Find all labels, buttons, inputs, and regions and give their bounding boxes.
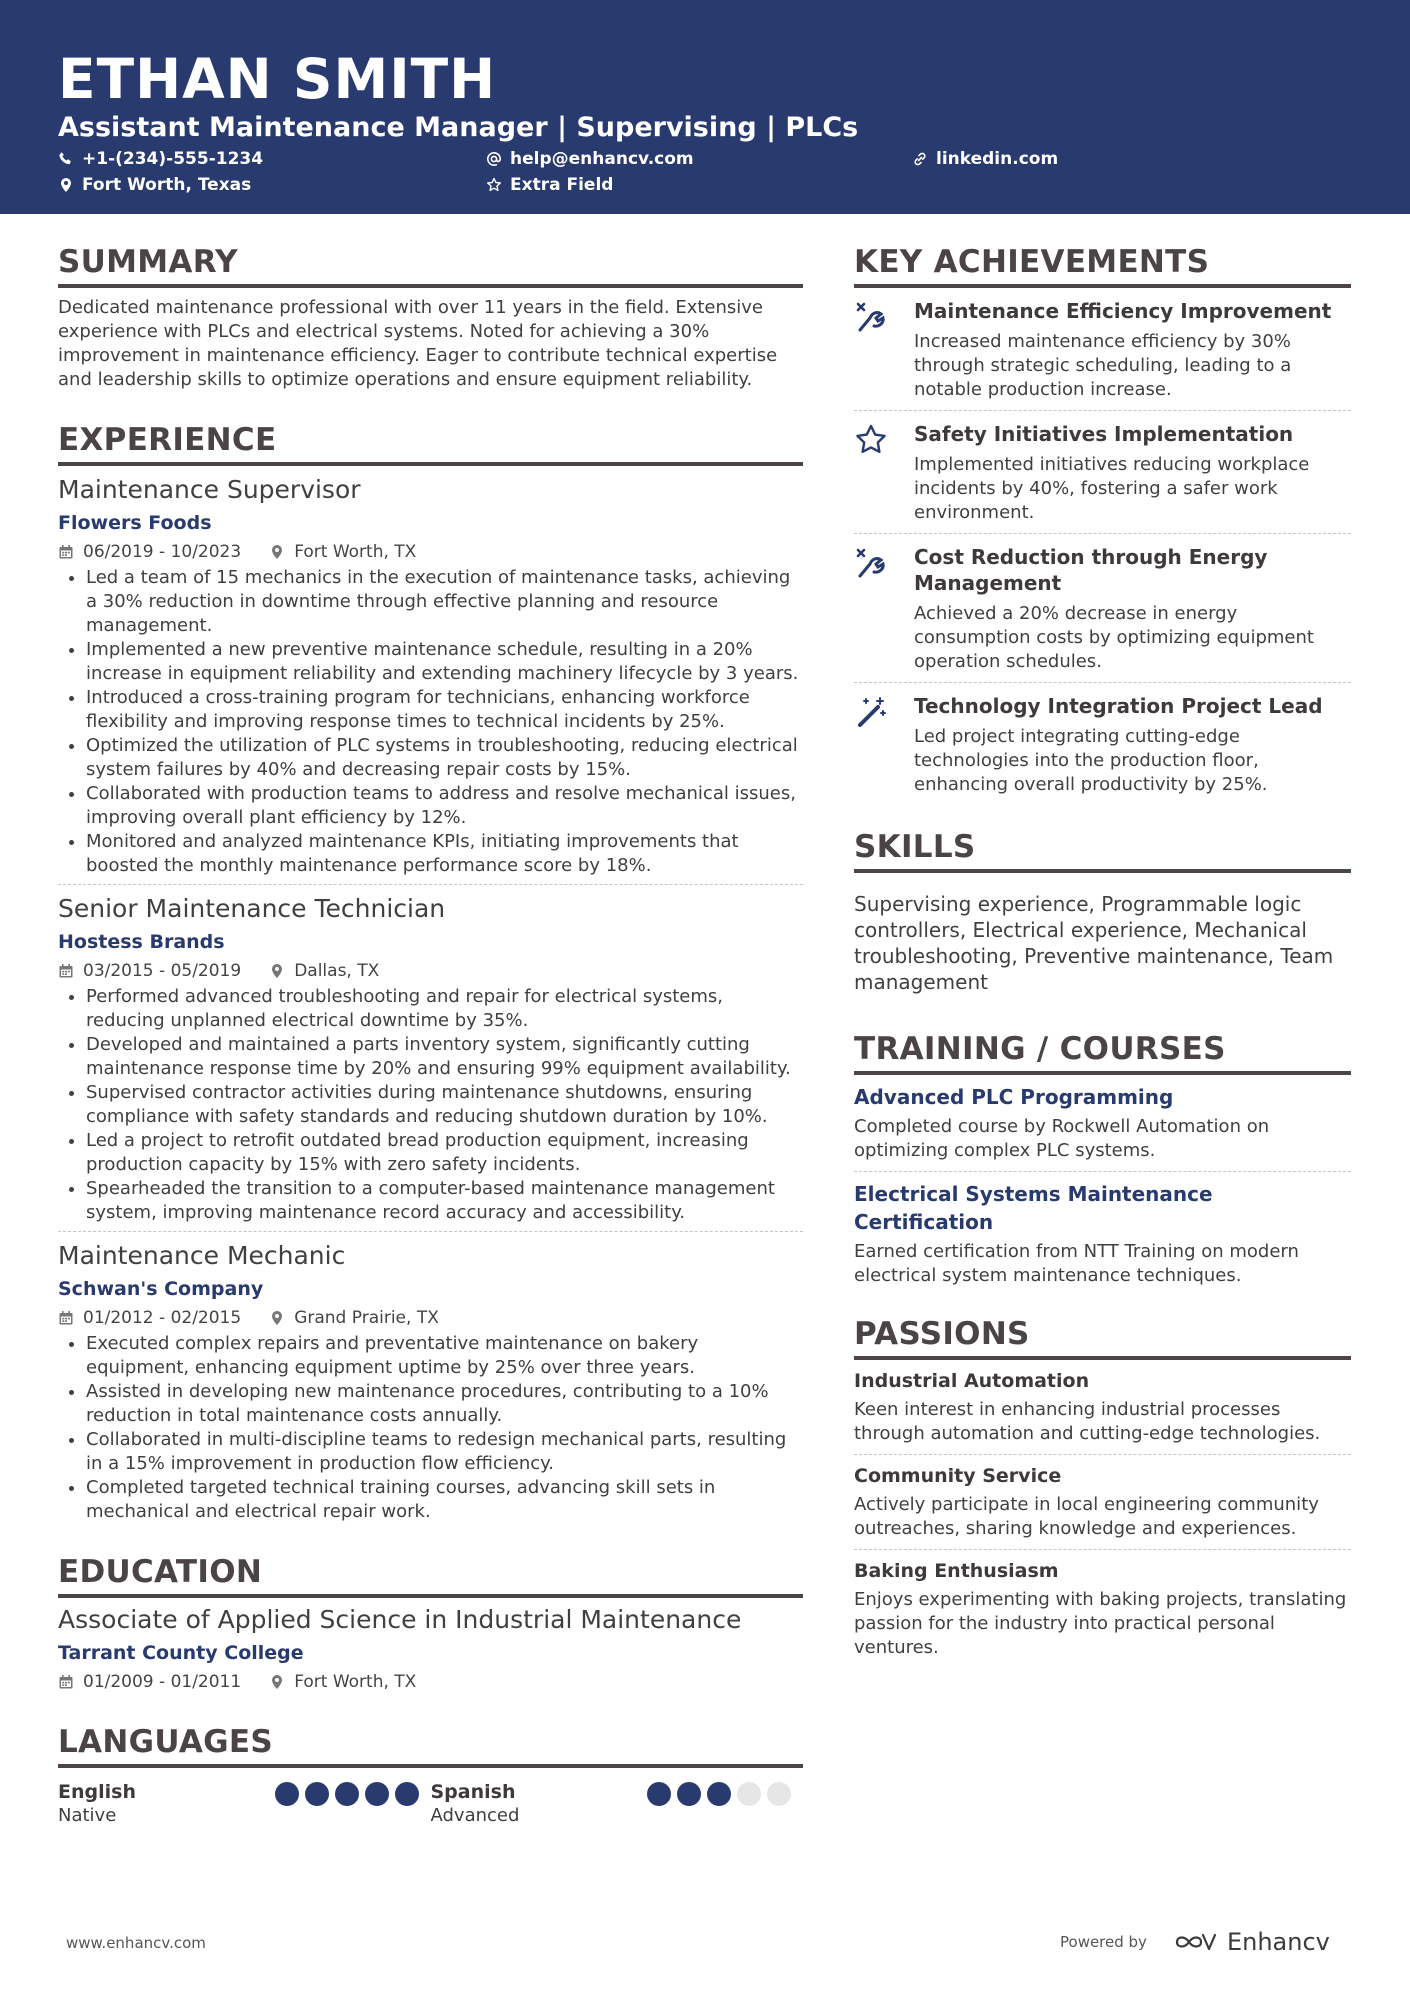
calendar-icon — [58, 544, 74, 560]
course-item — [854, 1083, 1351, 1172]
job-bullet: • Performed advanced troubleshooting and repair for electrical systems, reducing unplanned electrical downtime by 35%. — [86, 985, 803, 1033]
training-heading: TRAINING / COURSES — [854, 1029, 1351, 1075]
passion-item — [854, 1368, 1351, 1455]
contact-phone[interactable] — [58, 148, 263, 170]
passion-title: Community Service — [854, 1465, 1062, 1487]
passion-title: Industrial Automation — [854, 1370, 1090, 1392]
email-text: help@enhancv.com — [510, 149, 694, 169]
contact-email[interactable] — [486, 148, 694, 170]
passions-section — [854, 1314, 1351, 1660]
rating-dot-filled — [275, 1782, 299, 1806]
magic-wand-icon — [854, 693, 900, 797]
language-level: Native — [58, 1805, 117, 1826]
enhancv-logo-icon — [1173, 1929, 1219, 1955]
phone-icon — [58, 151, 74, 167]
job-bullet: • Assisted in developing new maintenance procedures, contributing to a 10% reduction in total maintenance costs annually. — [86, 1380, 803, 1428]
language-item — [58, 1780, 431, 1828]
job-bullet: • Led a team of 15 mechanics in the execution of maintenance tasks, achieving a 30% reduction in downtime through effective planning and resource management. — [86, 566, 803, 638]
job-bullets — [58, 1332, 803, 1524]
job-bullet: • Spearheaded the transition to a computer-based maintenance management system, improving maintenance record accuracy and accessibility. — [86, 1177, 803, 1225]
job-bullets — [58, 985, 803, 1225]
passion-title: Baking Enthusiasm — [854, 1560, 1059, 1582]
rating-dot-filled — [395, 1782, 419, 1806]
education-meta — [58, 1670, 803, 1694]
passion-desc: Actively participate in local engineering community outreaches, sharing knowledge and experiences. — [854, 1494, 1319, 1539]
skills-heading: SKILLS — [854, 827, 1351, 873]
left-column — [58, 242, 803, 1828]
achievement-item — [854, 534, 1351, 683]
language-list — [58, 1780, 803, 1828]
job-location — [269, 1306, 439, 1330]
course-desc: Earned certification from NTT Training on modern electrical system maintenance techniques. — [854, 1241, 1299, 1286]
powered-by-label: Powered by — [1060, 1933, 1147, 1951]
summary-section — [58, 242, 803, 392]
job-bullet: • Introduced a cross-training program for technicians, enhancing workforce flexibility and improving response times to technical incidents by 25%. — [86, 686, 803, 734]
job-location-text: Fort Worth, TX — [294, 542, 417, 562]
degree-title: Associate of Applied Science in Industrial Maintenance — [58, 1605, 742, 1634]
job-dates: 01/2012 - 02/2015 — [83, 1308, 242, 1328]
languages-heading: LANGUAGES — [58, 1722, 803, 1768]
achievements-heading: KEY ACHIEVEMENTS — [854, 242, 1351, 288]
tools-icon — [854, 298, 900, 402]
achievement-desc: Led project integrating cutting-edge technologies into the production floor, enhancing overall productivity by 25%. — [914, 726, 1268, 795]
passion-item — [854, 1558, 1351, 1660]
location-pin-icon — [269, 1310, 285, 1326]
job-meta — [58, 540, 803, 564]
training-section — [854, 1029, 1351, 1288]
link-icon — [912, 151, 928, 167]
achievement-title: Technology Integration Project Lead — [914, 694, 1323, 718]
linkedin-text: linkedin.com — [936, 149, 1059, 169]
candidate-headline: Assistant Maintenance Manager | Supervising | PLCs — [58, 112, 859, 143]
location-pin-icon — [269, 963, 285, 979]
passion-desc: Keen interest in enhancing industrial processes through automation and cutting-edge technologies. — [854, 1399, 1321, 1444]
achievement-desc: Implemented initiatives reducing workplace incidents by 40%, fostering a safer work environment. — [914, 454, 1310, 523]
brand-name: Enhancv — [1226, 1928, 1330, 1956]
rating-dot-filled — [677, 1782, 701, 1806]
education-location-text: Fort Worth, TX — [294, 1672, 417, 1692]
course-title: Advanced PLC Programming — [854, 1085, 1174, 1109]
location-pin-icon — [58, 177, 74, 193]
job-bullet: • Implemented a new preventive maintenance schedule, resulting in a 20% increase in equipment reliability and extending machinery lifecycle by 3 years. — [86, 638, 803, 686]
rating-dot-filled — [305, 1782, 329, 1806]
achievement-desc: Achieved a 20% decrease in energy consumption costs by optimizing equipment operation schedules. — [914, 603, 1314, 672]
summary-text: Dedicated maintenance professional with over 11 years in the field. Extensive experience with PLCs and electrical systems. Noted for achieving a 30% improvement in maintenance efficiency. Eager to contribute technical expertise and leadership skills to optimize operations and ensure equipment reliability. — [58, 297, 778, 390]
language-rating — [275, 1780, 419, 1808]
location-text: Fort Worth, Texas — [82, 175, 252, 195]
footer-website[interactable]: www.enhancv.com — [66, 1934, 206, 1952]
education-heading: EDUCATION — [58, 1552, 803, 1598]
rating-dot-empty — [767, 1782, 791, 1806]
company-name: Schwan's Company — [58, 1278, 264, 1300]
achievement-title: Safety Initiatives Implementation — [914, 422, 1294, 446]
skills-section — [854, 827, 1351, 995]
location-pin-icon — [269, 1674, 285, 1690]
contact-location — [58, 174, 251, 196]
company-name: Hostess Brands — [58, 931, 225, 953]
job-bullet: • Monitored and analyzed maintenance KPIs, initiating improvements that boosted the monthly maintenance performance score by 18%. — [86, 830, 803, 878]
experience-entry — [58, 1240, 803, 1524]
language-rating — [647, 1780, 791, 1808]
summary-heading: SUMMARY — [58, 242, 803, 288]
language-item — [431, 1780, 804, 1828]
extra-field-text: Extra Field — [510, 175, 614, 195]
rating-dot-filled — [707, 1782, 731, 1806]
job-meta — [58, 959, 803, 983]
job-title: Maintenance Mechanic — [58, 1241, 346, 1270]
job-bullet: • Supervised contractor activities during maintenance shutdowns, ensuring compliance with safety standards and reducing shutdown duration by 10%. — [86, 1081, 803, 1129]
footer-branding — [1060, 1928, 1330, 1956]
rating-dot-filled — [335, 1782, 359, 1806]
location-pin-icon — [269, 544, 285, 560]
school-name: Tarrant County College — [58, 1642, 304, 1664]
calendar-icon — [58, 963, 74, 979]
language-level: Advanced — [430, 1805, 520, 1826]
candidate-name: ETHAN SMITH — [58, 47, 497, 111]
job-title: Senior Maintenance Technician — [58, 894, 446, 923]
achievement-item — [854, 683, 1351, 805]
entry-divider — [58, 884, 803, 885]
languages-section — [58, 1722, 803, 1828]
entry-divider — [58, 1231, 803, 1232]
job-bullet: • Led a project to retrofit outdated bread production equipment, increasing production capacity by 15% with zero safety incidents. — [86, 1129, 803, 1177]
job-meta — [58, 1306, 803, 1330]
experience-entry — [58, 474, 803, 878]
job-location — [269, 959, 379, 983]
job-bullet: • Developed and maintained a parts inventory system, significantly cutting maintenance response time by 20% and ensuring 99% equipment availability. — [86, 1033, 803, 1081]
contact-linkedin[interactable] — [912, 148, 1058, 170]
calendar-icon — [58, 1674, 74, 1690]
achievement-item — [854, 288, 1351, 411]
course-title: Electrical Systems Maintenance Certification — [854, 1182, 1213, 1234]
star-icon — [854, 421, 900, 525]
resume-header — [0, 0, 1410, 214]
job-bullet: • Collaborated with production teams to address and resolve mechanical issues, improving overall plant efficiency by 12%. — [86, 782, 803, 830]
passions-heading: PASSIONS — [854, 1314, 1351, 1360]
job-dates: 03/2015 - 05/2019 — [83, 961, 242, 981]
skills-text: Supervising experience, Programmable logic controllers, Electrical experience, Mechanical troubleshooting, Preventive maintenance, Team management — [854, 892, 1334, 994]
job-bullet: • Optimized the utilization of PLC systems in troubleshooting, reducing electrical system failures by 40% and decreasing repair costs by 15%. — [86, 734, 803, 782]
phone-text: +1-(234)-555-1234 — [82, 149, 264, 169]
job-bullet: • Executed complex repairs and preventative maintenance on bakery equipment, enhancing equipment uptime by 25% over three years. — [86, 1332, 803, 1380]
calendar-icon — [58, 1310, 74, 1326]
passion-desc: Enjoys experimenting with baking projects, translating passion for the industry into practical personal ventures. — [854, 1589, 1347, 1658]
job-location — [269, 540, 416, 564]
course-desc: Completed course by Rockwell Automation on optimizing complex PLC systems. — [854, 1116, 1270, 1161]
star-outline-icon — [486, 177, 502, 193]
achievements-section — [854, 242, 1351, 805]
job-title: Maintenance Supervisor — [58, 475, 361, 504]
job-bullets — [58, 566, 803, 878]
experience-entry — [58, 893, 803, 1225]
achievement-title: Cost Reduction through Energy Management — [914, 545, 1268, 595]
education-location — [269, 1670, 416, 1694]
achievement-title: Maintenance Efficiency Improvement — [914, 299, 1332, 323]
rating-dot-filled — [647, 1782, 671, 1806]
course-item — [854, 1180, 1351, 1288]
job-location-text: Dallas, TX — [294, 961, 380, 981]
language-name: Spanish — [430, 1781, 516, 1803]
job-location-text: Grand Prairie, TX — [294, 1308, 439, 1328]
job-bullet: • Collaborated in multi-discipline teams to redesign mechanical parts, resulting in a 15% improvement in production flow efficiency. — [86, 1428, 803, 1476]
passion-item — [854, 1463, 1351, 1550]
education-section — [58, 1552, 803, 1694]
language-name: English — [58, 1781, 136, 1803]
right-column — [854, 242, 1351, 1660]
achievement-desc: Increased maintenance efficiency by 30% through strategic scheduling, leading to a notable production increase. — [914, 331, 1292, 400]
tools-icon — [854, 544, 900, 674]
job-bullet: • Completed targeted technical training courses, advancing skill sets in mechanical and electrical repair work. — [86, 1476, 803, 1524]
contact-extra — [486, 174, 613, 196]
rating-dot-empty — [737, 1782, 761, 1806]
job-dates: 06/2019 - 10/2023 — [83, 542, 242, 562]
experience-section — [58, 420, 803, 1524]
at-icon — [486, 151, 502, 167]
rating-dot-filled — [365, 1782, 389, 1806]
company-name: Flowers Foods — [58, 512, 212, 534]
achievement-item — [854, 411, 1351, 534]
brand-logo[interactable] — [1173, 1928, 1330, 1956]
experience-heading: EXPERIENCE — [58, 420, 803, 466]
education-dates: 01/2009 - 01/2011 — [83, 1672, 242, 1692]
